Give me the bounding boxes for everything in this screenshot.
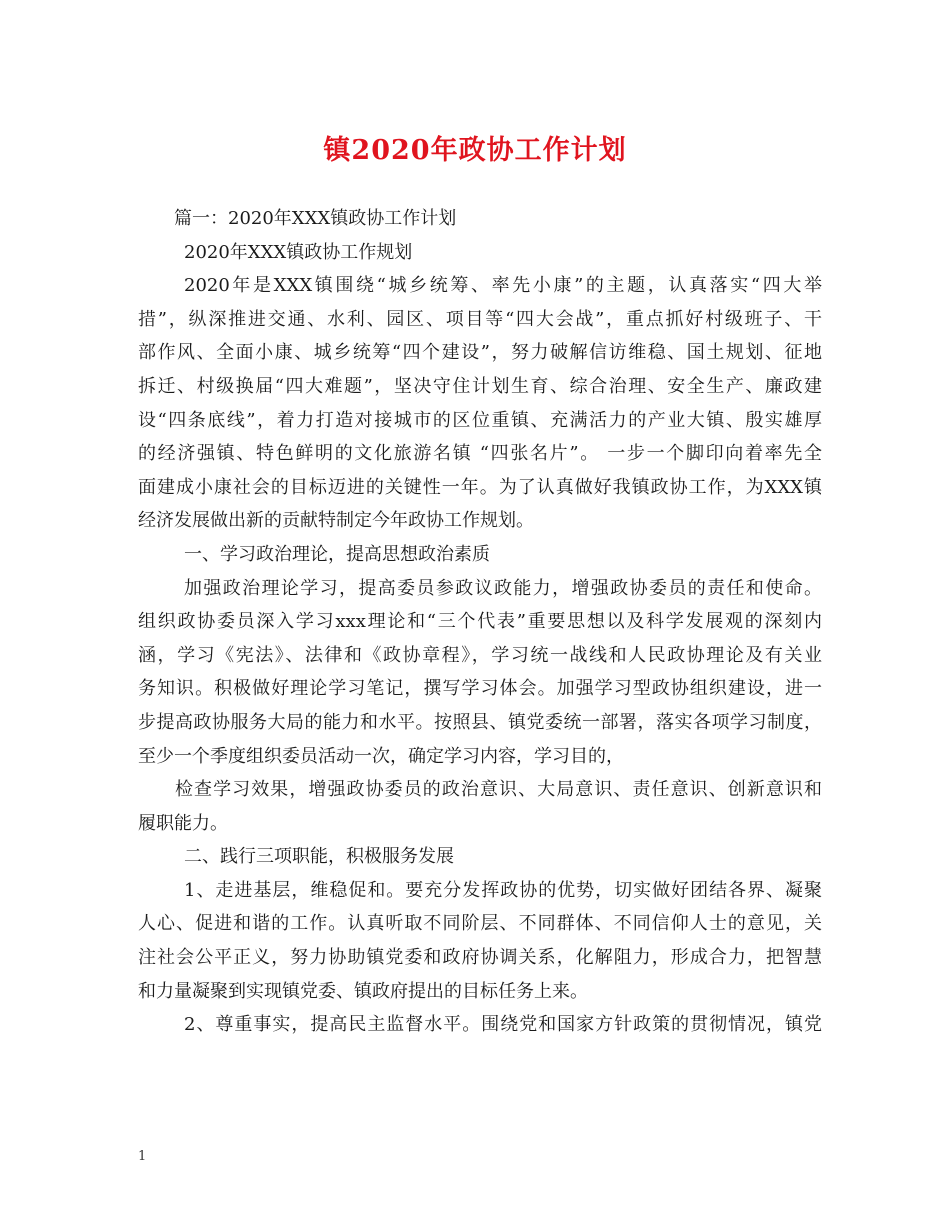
- text-line: 2020年是XXX镇围绕“城乡统筹、率先小康”的主题，认真落实“四大举: [184, 275, 822, 297]
- text-line: 2020年XXX镇政协工作规划: [184, 241, 413, 263]
- text-line: 人心、促进和谐的工作。认真听取不同阶层、不同群体、不同信仰人士的意见，关: [138, 913, 822, 935]
- text-line: 组织政协委员深入学习xxx理论和“三个代表”重要思想以及科学发展观的深刻内: [138, 611, 822, 633]
- text-line: 和力量凝聚到实现镇党委、镇政府提出的目标任务上来。: [138, 980, 588, 1002]
- text-line: 部作风、全面小康、城乡统筹“四个建设”，努力破解信访维稳、国土规划、征地: [138, 342, 822, 364]
- text-line: 注社会公平正义，努力协助镇党委和政府协调关系，化解阻力，形成合力，把智慧: [138, 947, 822, 969]
- text-line: 履职能力。: [138, 812, 228, 834]
- text-line: 面建成小康社会的目标迈进的关键性一年。为了认真做好我镇政协工作，为XXX镇: [138, 476, 822, 498]
- page-number: 1: [138, 1149, 147, 1164]
- document-title: 镇2020年政协工作计划: [323, 135, 627, 166]
- text-line: 步提高政协服务大局的能力和水平。按照县、镇党委统一部署，落实各项学习制度，: [138, 711, 822, 733]
- text-line: 2、尊重事实，提高民主监督水平。围绕党和国家方针政策的贯彻情况，镇党: [184, 1014, 822, 1036]
- text-line: 涵，学习《宪法》、法律和《政协章程》，学习统一战线和人民政协理论及有关业: [138, 644, 822, 666]
- text-line: 一、学习政治理论，提高思想政治素质: [184, 543, 490, 565]
- text-line: 经济发展做出新的贡献特制定今年政协工作规划。: [138, 510, 534, 532]
- text-line: 至少一个季度组织委员活动一次，确定学习内容，学习目的，: [138, 745, 624, 767]
- document-body: [138, 202, 822, 1042]
- text-line: 拆迁、村级换届“四大难题”，坚决守住计划生育、综合治理、安全生产、廉政建: [138, 375, 822, 397]
- text-line: 检查学习效果，增强政协委员的政治意识、大局意识、责任意识、创新意识和: [175, 779, 822, 801]
- text-line: 务知识。积极做好理论学习笔记，撰写学习体会。加强学习型政协组织建设，进一: [138, 678, 822, 700]
- text-line: 1、走进基层，维稳促和。要充分发挥政协的优势，切实做好团结各界、凝聚: [184, 879, 822, 901]
- text-line: 措”，纵深推进交通、水利、园区、项目等“四大会战”，重点抓好村级班子、干: [138, 308, 822, 330]
- text-line: 加强政治理论学习，提高委员参政议政能力，增强政协委员的责任和使命。: [184, 577, 822, 599]
- text-line: 篇一：2020年XXX镇政协工作计划: [174, 208, 457, 229]
- text-line: 的经济强镇、特色鲜明的文化旅游名镇 “四张名片”。 一步一个脚印向着率先全: [138, 443, 822, 465]
- text-line: 设“四条底线”，着力打造对接城市的区位重镇、充满活力的产业大镇、殷实雄厚: [138, 409, 822, 431]
- text-line: 二、践行三项职能，积极服务发展: [184, 846, 454, 868]
